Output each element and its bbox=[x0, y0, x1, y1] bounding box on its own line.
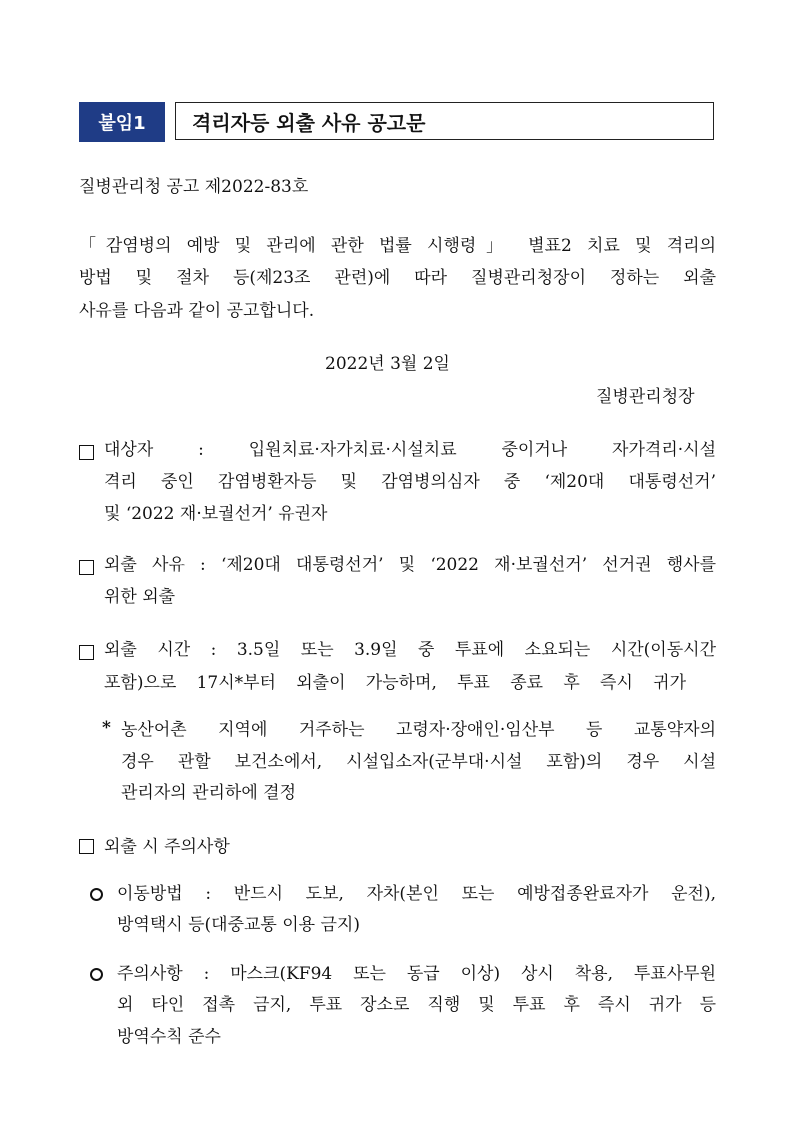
reason-line-2: 위한 외출 bbox=[104, 587, 176, 607]
checkbox-icon bbox=[79, 645, 94, 660]
caution-notes-line-2: 외 타인 접촉 금지, 투표 장소로 직행 및 투표 후 즉시 귀가 등 bbox=[117, 995, 716, 1015]
time-line-2: 포함)으로 17시*부터 외출이 가능하며, 투표 종료 후 즉시 귀가 bbox=[104, 673, 686, 693]
attachment-badge: 붙임1 bbox=[79, 102, 165, 142]
caution-notes-line-1: 주의사항 : 마스크(KF94 또는 동급 이상) 상시 착용, 투표사무원 bbox=[117, 964, 716, 984]
footnote-mark: * bbox=[102, 718, 111, 738]
time-note-line-1: 농산어촌 지역에 거주하는 고령자·장애인·임산부 등 교통약자의 bbox=[121, 720, 716, 740]
time-note-line-2: 경우 관할 보건소에서, 시설입소자(군부대·시설 포함)의 경우 시설 bbox=[121, 752, 716, 772]
intro-line-1: 「감염병의 예방 및 관리에 관한 법률 시행령」 별표2 치료 및 격리의 bbox=[79, 236, 716, 256]
time-note-line-3: 관리자의 관리하에 결정 bbox=[121, 783, 297, 803]
intro-line-2: 방법 및 절차 등(제23조 관련)에 따라 질병관리청장이 정하는 외출 bbox=[79, 268, 716, 288]
reason-line-1: 외출 사유 : ‘제20대 대통령선거’ 및 ‘2022 재·보궐선거’ 선거권 행사를 bbox=[104, 555, 716, 575]
target-line-1: 대상자 : 입원치료·자가치료·시설치료 중이거나 자가격리·시설 bbox=[104, 440, 716, 460]
checkbox-icon bbox=[79, 839, 94, 854]
circle-bullet-icon bbox=[90, 888, 103, 901]
target-line-3: 및 ‘2022 재·보궐선거’ 유권자 bbox=[104, 504, 328, 524]
checkbox-icon bbox=[79, 445, 94, 460]
caution-move-line-1: 이동방법 : 반드시 도보, 자차(본인 또는 예방접종완료자가 운전), bbox=[117, 884, 716, 904]
checkbox-icon bbox=[79, 560, 94, 575]
caution-title: 외출 시 주의사항 bbox=[104, 837, 230, 857]
document-title: 격리자등 외출 사유 공고문 bbox=[175, 102, 714, 140]
intro-line-3: 사유를 다음과 같이 공고합니다. bbox=[79, 301, 315, 321]
title-row bbox=[79, 102, 716, 142]
issuer: 질병관리청장 bbox=[596, 387, 695, 407]
target-line-2: 격리 중인 감염병환자등 및 감염병의심자 중 ‘제20대 대통령선거’ bbox=[104, 472, 716, 492]
time-line-1: 외출 시간 : 3.5일 또는 3.9일 중 투표에 소요되는 시간(이동시간 bbox=[104, 640, 716, 660]
notice-number: 질병관리청 공고 제2022-83호 bbox=[79, 177, 309, 197]
notice-date: 2022년 3월 2일 bbox=[325, 354, 450, 374]
caution-notes-line-3: 방역수칙 준수 bbox=[117, 1027, 221, 1047]
circle-bullet-icon bbox=[90, 968, 103, 981]
caution-move-line-2: 방역택시 등(대중교통 이용 금지) bbox=[117, 915, 360, 935]
